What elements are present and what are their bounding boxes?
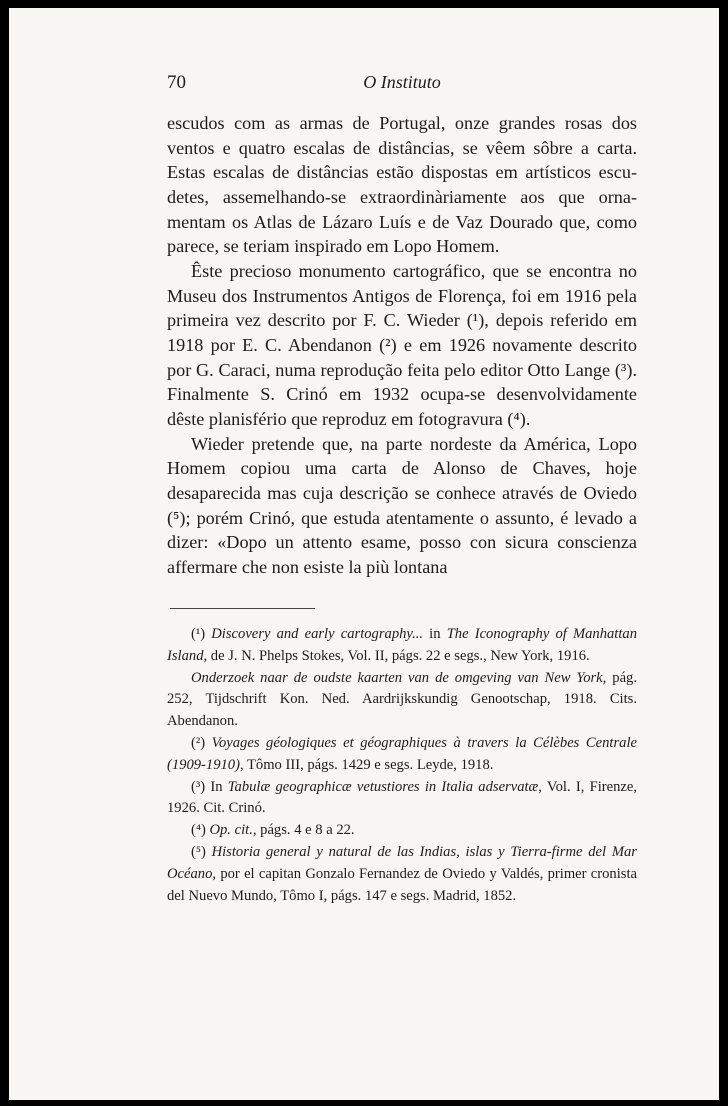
footnotes (167, 624, 637, 907)
footnote-1-work: The Iconography of Manhattan Island, (167, 626, 637, 664)
footnote-5-text: por el capitan Gonzalo Fernandez de Oviedo y Valdés, primer cronista del Nuevo Mundo, Tômo I, págs. 147 e segs. Madrid, 1852. (167, 865, 637, 904)
footnote-1-mark: (¹) (191, 626, 206, 642)
footnote-3 (167, 777, 637, 821)
running-header (167, 72, 637, 96)
paragraph-1: escudos com as armas de Portugal, onze grandes rosas dos ventos e quatro escalas de distâncias, se vêem sôbre a carta. Estas escalas de distâncias estão dispostas em artísticos escudetes, assemelhando-se extraordinàriamente aos que ornamentam os Atlas de Lázaro Luís e de Vaz Dourado que, como parece, se teriam inspirado em Lopo Homem. (167, 113, 637, 257)
paragraph-3: Wieder pretende que, na parte nordeste da América, Lopo Homem copiou uma carta de Alonso de Chaves, hoje desaparecida mas cuja descrição se conhece através de Oviedo (⁵); porém Crinó, que estuda atentamente o assunto, é levado a dizer: «Dopo un attento esame, posso con sicura conscienza affermare che non esiste la più lontana (167, 433, 637, 577)
footnote-5 (167, 842, 637, 907)
footnote-3-text-a: In (210, 778, 228, 795)
footnote-5-title: Historia general y natural de las Indias, islas y Tierra-firme del Mar Océano, (167, 843, 637, 882)
footnote-2-mark: (²) (191, 734, 206, 751)
page-number: 70 (167, 72, 186, 93)
footnote-1-text-b: de J. N. Phelps Stokes, Vol. II, págs. 22 e segs., New York, 1916. (207, 647, 590, 664)
paragraph-2: Êste precioso monumento cartográfico, que se encontra no Museu dos Instrumentos Antigos de Florença, foi em 1916 pela primeira vez descrito por F. C. Wieder (¹), depois referido em 1918 por E. C. Abendanon (²) e em 1926 novamente descrito por G. Caraci, numa reprodução feita pelo editor Otto Lange (³). Finalmente S. Crinó em 1932 ocupa-se desenvolvidamente dêste planisfério que reproduz em fotogravura (⁴). (167, 260, 637, 429)
footnote-1-continued (167, 668, 637, 733)
footnote-3-mark: (³) (191, 778, 206, 795)
footnote-1-title: Discovery and early cartography... (211, 626, 424, 642)
footnote-separator (170, 608, 315, 609)
footnote-4-title: Op. cit., (209, 822, 257, 839)
footnote-1b-text: pág. 252, Tijdschrift Kon. Ned. Aardrijkskundig Genootschap, 1918. Cits. Abendanon. (167, 669, 637, 730)
footnote-4 (167, 820, 637, 842)
footnote-4-mark: (⁴) (191, 822, 206, 839)
footnote-2-text: Tômo III, págs. 1429 e segs. Leyde, 1918. (243, 756, 494, 773)
footnote-2 (167, 733, 637, 777)
footnote-1 (167, 624, 637, 668)
main-text (167, 111, 637, 579)
footnote-2-title: Voyages géologiques et géographiques à travers la Célèbes Centrale (1909-1910), (167, 734, 637, 773)
footnote-1-text-a: in (423, 626, 447, 642)
footnote-4-text: págs. 4 e 8 a 22. (256, 822, 355, 839)
footnote-3-title: Tabulæ geographicæ vetustiores in Italia adservatæ, (227, 778, 542, 795)
footnote-1b-title: Onderzoek naar de oudste kaarten van de omgeving van New York, (191, 669, 607, 686)
footnote-5-mark: (⁵) (191, 843, 206, 860)
running-title: O Instituto (363, 72, 441, 92)
footnote-3-text-b: Vol. I, Firenze, 1926. Cit. Crinó. (167, 778, 637, 817)
